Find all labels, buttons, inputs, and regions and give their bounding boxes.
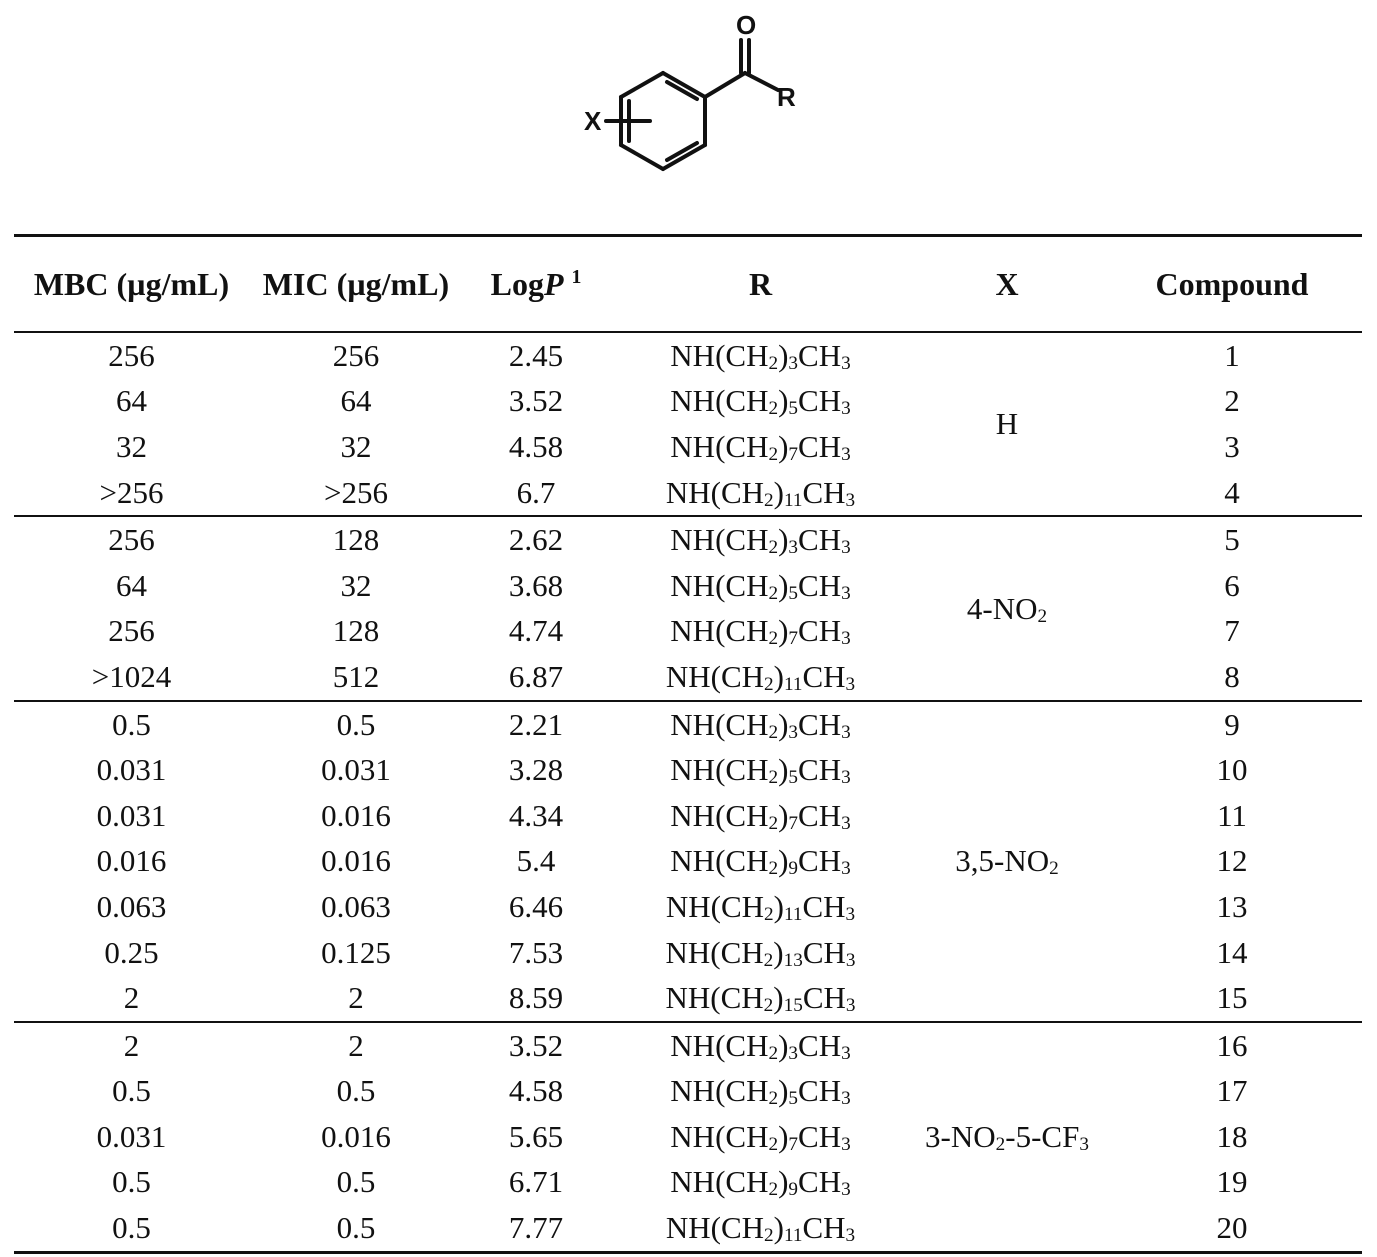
table-row <box>14 839 1362 885</box>
cell-mbc: >256 <box>14 470 249 517</box>
cell-compound: 20 <box>1216 1210 1248 1246</box>
cell-logp: 2.21 <box>508 706 564 742</box>
cell-r: $NH(CH_2)_9CH_3$ <box>670 1164 851 1201</box>
cell-mic: 0.016 <box>321 797 391 833</box>
table-row <box>14 654 1362 701</box>
cell-compound: 14 <box>1216 934 1248 970</box>
cell-mic: 0.016 <box>321 843 391 879</box>
table-row <box>14 1160 1362 1206</box>
table-row <box>14 701 1362 748</box>
header-r: R <box>609 236 912 333</box>
table-row <box>14 379 1362 425</box>
cell-mbc: >1024 <box>14 654 249 701</box>
cell-compound: 16 <box>1216 1027 1248 1063</box>
cell-r: $NH(CH_2)_3CH_3$ <box>670 337 851 374</box>
cell-r: $NH(CH_2)_{15}CH_3$ <box>609 975 912 1022</box>
cell-compound: 7 <box>1224 613 1240 649</box>
cell-logp: 5.65 <box>508 1118 564 1154</box>
cell-mbc: 0.5 <box>112 1073 151 1109</box>
cell-mbc: 0.25 <box>104 934 159 970</box>
cell-mbc: 0.5 <box>112 706 151 742</box>
table-row <box>14 930 1362 976</box>
table-row <box>14 1069 1362 1115</box>
activity-table <box>14 234 1362 1254</box>
cell-mbc: 256 <box>108 613 155 649</box>
cell-r: $NH(CH_2)_5CH_3$ <box>670 383 851 420</box>
cell-logp: 7.77 <box>508 1210 564 1246</box>
cell-compound: 3 <box>1224 428 1240 464</box>
cell-compound: 8 <box>1102 654 1362 701</box>
cell-compound: 1 <box>1224 337 1240 373</box>
cell-mic: 2 <box>249 975 463 1022</box>
cell-compound: 2 <box>1224 383 1240 419</box>
cell-mbc: 0.063 <box>96 888 167 924</box>
cell-mic: 0.031 <box>321 752 391 788</box>
cell-r: $NH(CH_2)_7CH_3$ <box>670 428 851 465</box>
cell-logp: 2.45 <box>508 337 564 373</box>
cell-logp: 3.68 <box>508 567 564 603</box>
cell-compound: 12 <box>1216 843 1248 879</box>
table-row <box>14 470 1362 517</box>
cell-mbc: 32 <box>116 428 147 464</box>
cell-compound: 6 <box>1224 567 1240 603</box>
cell-compound: 11 <box>1217 797 1247 833</box>
cell-mic: 0.5 <box>336 1073 376 1109</box>
cell-r: $NH(CH_2)_5CH_3$ <box>670 567 851 604</box>
cell-x: H <box>912 332 1102 516</box>
cell-mic: 2 <box>348 1027 364 1063</box>
cell-mbc: 0.5 <box>112 1164 151 1200</box>
cell-logp: 8.59 <box>463 975 609 1022</box>
header-x: X <box>912 236 1102 333</box>
table-row <box>14 563 1362 609</box>
header-compound: Compound <box>1102 236 1362 333</box>
cell-mic: 0.5 <box>336 1210 376 1246</box>
table-row <box>14 424 1362 470</box>
atom-r-label: R <box>777 82 796 112</box>
cell-logp: 4.58 <box>508 1073 564 1109</box>
atom-o-label: O <box>736 10 757 40</box>
cell-compound: 5 <box>1224 522 1240 558</box>
cell-logp: 3.28 <box>508 752 564 788</box>
cell-logp: 6.46 <box>508 888 564 924</box>
cell-logp: 6.87 <box>463 654 609 701</box>
cell-mbc: 2 <box>123 1027 140 1063</box>
cell-mic: 32 <box>340 428 372 464</box>
cell-x: $3,5-NO_2$ <box>912 701 1102 1022</box>
table-row <box>14 793 1362 839</box>
cell-r: $NH(CH_2)_7CH_3$ <box>670 613 851 650</box>
table-row <box>14 1022 1362 1069</box>
cell-logp: 2.62 <box>508 522 564 558</box>
table-row <box>14 332 1362 379</box>
table-row <box>14 609 1362 655</box>
cell-compound: 15 <box>1102 975 1362 1022</box>
cell-r: $NH(CH_2)_3CH_3$ <box>670 1027 851 1064</box>
cell-logp: 5.4 <box>516 843 556 879</box>
cell-compound: 17 <box>1216 1073 1248 1109</box>
header-mbc: MBC (µg/mL) <box>14 236 249 333</box>
header-row <box>14 236 1362 333</box>
cell-mbc: 2 <box>14 975 249 1022</box>
cell-mbc: 0.5 <box>112 1210 151 1246</box>
cell-compound: 13 <box>1216 888 1248 924</box>
cell-r: $NH(CH_2)_5CH_3$ <box>670 1073 851 1110</box>
cell-mic: 256 <box>332 337 380 373</box>
cell-compound: 18 <box>1216 1118 1248 1154</box>
cell-mic: 128 <box>332 613 380 649</box>
cell-r: $NH(CH_2)_7CH_3$ <box>670 1118 851 1155</box>
cell-mic: 128 <box>332 522 380 558</box>
table-row <box>14 1205 1362 1252</box>
table-row <box>14 1114 1362 1160</box>
cell-x: $4-NO_2$ <box>912 516 1102 700</box>
cell-logp: 6.71 <box>508 1164 564 1200</box>
benzamide-structure <box>560 8 820 188</box>
cell-compound: 4 <box>1102 470 1362 517</box>
cell-mic: 512 <box>249 654 463 701</box>
cell-logp: 6.7 <box>463 470 609 517</box>
header-logp: LogP $^1$ <box>463 236 609 333</box>
cell-logp: 4.74 <box>508 613 564 649</box>
table-row <box>14 884 1362 930</box>
cell-mbc: 256 <box>108 337 155 373</box>
atom-x-label: X <box>584 106 602 136</box>
cell-compound: 9 <box>1224 706 1240 742</box>
cell-mbc: 0.031 <box>96 752 167 788</box>
cell-mic: 0.125 <box>321 934 391 970</box>
header-mic: MIC (µg/mL) <box>249 236 463 333</box>
cell-mbc: 0.031 <box>96 1118 167 1154</box>
cell-logp: 4.34 <box>508 797 564 833</box>
cell-r: $NH(CH_2)_3CH_3$ <box>670 522 851 559</box>
cell-logp: 4.58 <box>508 428 564 464</box>
cell-r: $NH(CH_2)_9CH_3$ <box>670 843 851 880</box>
cell-r: $NH(CH_2)_{13}CH_3$ <box>665 934 856 971</box>
cell-r: $NH(CH_2)_3CH_3$ <box>670 706 851 743</box>
cell-mic: 0.016 <box>321 1118 391 1154</box>
cell-compound: 19 <box>1216 1164 1248 1200</box>
cell-compound: 10 <box>1216 752 1248 788</box>
cell-r: $NH(CH_2)_5CH_3$ <box>670 752 851 789</box>
cell-logp: 7.53 <box>508 934 564 970</box>
cell-logp: 3.52 <box>508 1027 564 1063</box>
table-row <box>14 747 1362 793</box>
cell-r: $NH(CH_2)_{11}CH_3$ <box>609 654 912 701</box>
cell-r: $NH(CH_2)_{11}CH_3$ <box>665 888 856 925</box>
table-row <box>14 975 1362 1022</box>
cell-mic: 0.5 <box>336 1164 376 1200</box>
table-row <box>14 516 1362 563</box>
cell-mbc: 64 <box>116 383 147 419</box>
cell-mic: >256 <box>249 470 463 517</box>
cell-mbc: 0.031 <box>96 797 167 833</box>
cell-mic: 0.5 <box>336 706 376 742</box>
cell-mic: 32 <box>340 567 372 603</box>
cell-r: $NH(CH_2)_7CH_3$ <box>670 797 851 834</box>
cell-mic: 0.063 <box>321 888 391 924</box>
table-body <box>14 332 1362 1252</box>
cell-mbc: 0.016 <box>96 843 167 879</box>
cell-r: $NH(CH_2)_{11}CH_3$ <box>609 470 912 517</box>
cell-mic: 64 <box>340 383 372 419</box>
cell-mbc: 256 <box>108 522 155 558</box>
cell-r: $NH(CH_2)_{11}CH_3$ <box>665 1210 856 1246</box>
cell-logp: 3.52 <box>508 383 564 419</box>
cell-x: $3-NO_2-5-CF_3$ <box>925 1118 1089 1155</box>
cell-mbc: 64 <box>116 567 147 603</box>
